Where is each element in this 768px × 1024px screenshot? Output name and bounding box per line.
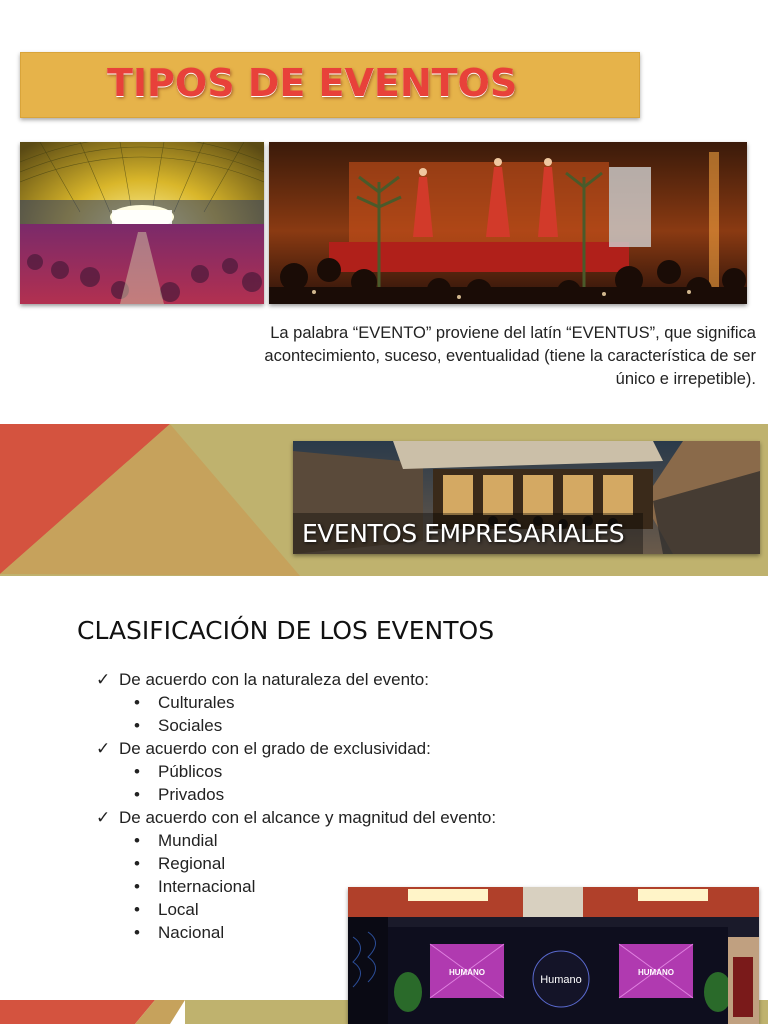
list-item: ✓ De acuerdo con la naturaleza del evento: (96, 670, 429, 689)
bullet-icon: • (134, 877, 140, 896)
check-icon: ✓ (96, 739, 111, 758)
bullet-icon: • (134, 693, 140, 712)
list-item: ✓ De acuerdo con el alcance y magnitud del evento: (96, 808, 497, 827)
list-item: • Mundial (134, 831, 218, 850)
check-icon: ✓ (96, 670, 111, 689)
dinner-show-dancers-photo (269, 142, 747, 304)
check-icon: ✓ (96, 808, 111, 827)
section-title: CLASIFICACIÓN DE LOS EVENTOS (77, 616, 495, 645)
list-item: • Sociales (134, 716, 223, 735)
title-bar (20, 52, 640, 118)
bullet-icon: • (134, 900, 140, 919)
screen-label-left: HUMANO (449, 968, 485, 977)
intro-paragraph (196, 322, 756, 391)
bullet-icon: • (134, 716, 140, 735)
bullet-icon: • (134, 854, 140, 873)
list-item: • Nacional (134, 923, 225, 942)
center-logo: Humano (540, 974, 582, 986)
intro-line: único e irrepetible). (615, 370, 756, 388)
conference-room-screens-photo (348, 887, 759, 1024)
banner-caption: EVENTOS EMPRESARIALES (302, 519, 625, 548)
screen-label-right: HUMANO (638, 968, 674, 977)
intro-line: acontecimiento, suceso, eventualidad (tiene la característica de ser (264, 347, 756, 365)
page-title: TIPOS DE EVENTOS (107, 61, 518, 105)
list-item: • Privados (134, 785, 225, 804)
bullet-icon: • (134, 785, 140, 804)
list-item: • Regional (134, 854, 226, 873)
business-event-venue-photo (293, 441, 760, 554)
bullet-icon: • (134, 762, 140, 781)
stadium-concert-photo (20, 142, 264, 304)
list-item: • Culturales (134, 693, 235, 712)
bullet-icon: • (134, 831, 140, 850)
list-item: • Públicos (134, 762, 223, 781)
list-item: ✓ De acuerdo con el grado de exclusividad: (96, 739, 431, 758)
bullet-icon: • (134, 923, 140, 942)
list-item: • Local (134, 900, 199, 919)
intro-line: La palabra “EVENTO” proviene del latín “EVENTUS”, que significa (270, 324, 756, 342)
list-item: • Internacional (134, 877, 256, 896)
